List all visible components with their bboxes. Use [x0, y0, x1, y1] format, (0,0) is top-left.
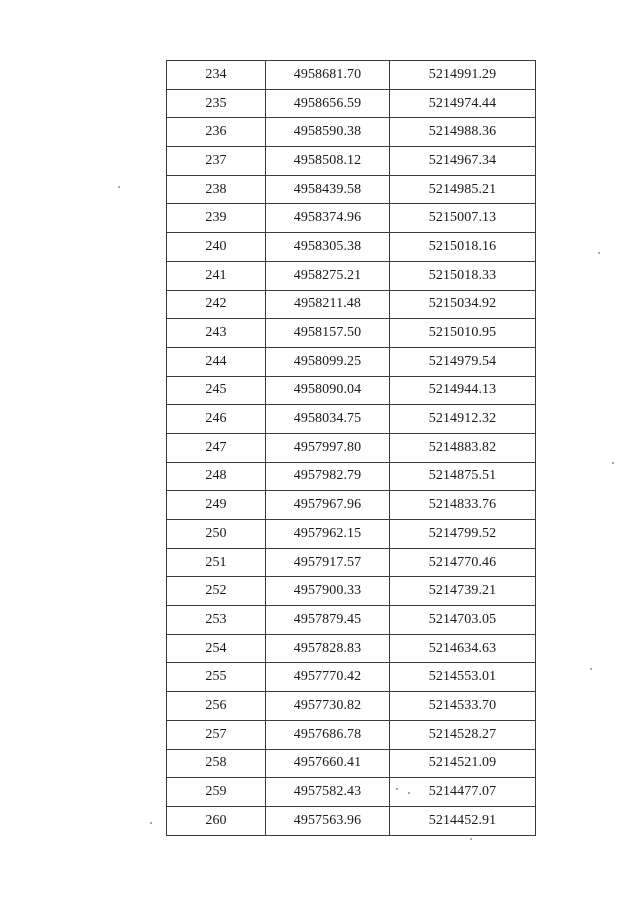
x-coordinate-cell: 4958305.38 — [266, 233, 390, 262]
table-row — [167, 491, 536, 520]
x-coordinate-cell: 4957917.57 — [266, 548, 390, 577]
x-coordinate-cell: 4958508.12 — [266, 147, 390, 176]
y-coordinate-cell: 5214521.09 — [390, 749, 536, 778]
y-coordinate-cell: 5214533.70 — [390, 692, 536, 721]
point-number-cell: 247 — [167, 433, 266, 462]
point-number-cell: 242 — [167, 290, 266, 319]
x-coordinate-cell: 4957730.82 — [266, 692, 390, 721]
y-coordinate-cell: 5214967.34 — [390, 147, 536, 176]
point-number-cell: 251 — [167, 548, 266, 577]
point-number-cell: 248 — [167, 462, 266, 491]
y-coordinate-cell: 5215007.13 — [390, 204, 536, 233]
point-number-cell: 253 — [167, 606, 266, 635]
table-row — [167, 319, 536, 348]
table-row — [167, 634, 536, 663]
x-coordinate-cell: 4957879.45 — [266, 606, 390, 635]
coordinate-table — [166, 60, 536, 836]
table-row — [167, 204, 536, 233]
table-row — [167, 376, 536, 405]
scan-speck — [470, 838, 472, 840]
table-row — [167, 749, 536, 778]
y-coordinate-cell: 5215018.16 — [390, 233, 536, 262]
x-coordinate-cell: 4958099.25 — [266, 347, 390, 376]
table-row — [167, 147, 536, 176]
x-coordinate-cell: 4958590.38 — [266, 118, 390, 147]
y-coordinate-cell: 5214979.54 — [390, 347, 536, 376]
y-coordinate-cell: 5214770.46 — [390, 548, 536, 577]
point-number-cell: 249 — [167, 491, 266, 520]
y-coordinate-cell: 5214912.32 — [390, 405, 536, 434]
y-coordinate-cell: 5214553.01 — [390, 663, 536, 692]
table-row — [167, 405, 536, 434]
table-row — [167, 462, 536, 491]
point-number-cell: 258 — [167, 749, 266, 778]
point-number-cell: 260 — [167, 806, 266, 835]
point-number-cell: 236 — [167, 118, 266, 147]
x-coordinate-cell: 4958090.04 — [266, 376, 390, 405]
coordinate-table-body — [167, 61, 536, 836]
point-number-cell: 257 — [167, 720, 266, 749]
x-coordinate-cell: 4957660.41 — [266, 749, 390, 778]
table-row — [167, 548, 536, 577]
point-number-cell: 259 — [167, 778, 266, 807]
scan-speck — [590, 668, 592, 670]
y-coordinate-cell: 5215010.95 — [390, 319, 536, 348]
scan-speck — [150, 822, 152, 824]
x-coordinate-cell: 4957828.83 — [266, 634, 390, 663]
y-coordinate-cell: 5214875.51 — [390, 462, 536, 491]
scan-speck — [118, 186, 120, 188]
scan-speck — [396, 788, 398, 790]
table-row — [167, 290, 536, 319]
x-coordinate-cell: 4957582.43 — [266, 778, 390, 807]
x-coordinate-cell: 4957962.15 — [266, 520, 390, 549]
table-row — [167, 692, 536, 721]
point-number-cell: 240 — [167, 233, 266, 262]
point-number-cell: 254 — [167, 634, 266, 663]
point-number-cell: 255 — [167, 663, 266, 692]
point-number-cell: 235 — [167, 89, 266, 118]
table-row — [167, 433, 536, 462]
table-row — [167, 261, 536, 290]
point-number-cell: 234 — [167, 61, 266, 90]
y-coordinate-cell: 5214703.05 — [390, 606, 536, 635]
table-row — [167, 347, 536, 376]
table-row — [167, 778, 536, 807]
y-coordinate-cell: 5214991.29 — [390, 61, 536, 90]
y-coordinate-cell: 5215034.92 — [390, 290, 536, 319]
point-number-cell: 243 — [167, 319, 266, 348]
y-coordinate-cell: 5215018.33 — [390, 261, 536, 290]
y-coordinate-cell: 5214985.21 — [390, 175, 536, 204]
point-number-cell: 256 — [167, 692, 266, 721]
point-number-cell: 252 — [167, 577, 266, 606]
y-coordinate-cell: 5214634.63 — [390, 634, 536, 663]
y-coordinate-cell: 5214477.07 — [390, 778, 536, 807]
y-coordinate-cell: 5214452.91 — [390, 806, 536, 835]
y-coordinate-cell: 5214739.21 — [390, 577, 536, 606]
y-coordinate-cell: 5214883.82 — [390, 433, 536, 462]
x-coordinate-cell: 4958275.21 — [266, 261, 390, 290]
table-row — [167, 118, 536, 147]
table-row — [167, 520, 536, 549]
x-coordinate-cell: 4957900.33 — [266, 577, 390, 606]
scan-speck — [612, 462, 614, 464]
table-row — [167, 806, 536, 835]
point-number-cell: 250 — [167, 520, 266, 549]
scan-speck — [598, 252, 600, 254]
y-coordinate-cell: 5214833.76 — [390, 491, 536, 520]
point-number-cell: 241 — [167, 261, 266, 290]
scan-speck — [408, 792, 410, 794]
table-row — [167, 663, 536, 692]
y-coordinate-cell: 5214974.44 — [390, 89, 536, 118]
table-row — [167, 89, 536, 118]
x-coordinate-cell: 4957967.96 — [266, 491, 390, 520]
x-coordinate-cell: 4958157.50 — [266, 319, 390, 348]
point-number-cell: 238 — [167, 175, 266, 204]
table-row — [167, 720, 536, 749]
y-coordinate-cell: 5214988.36 — [390, 118, 536, 147]
x-coordinate-cell: 4957563.96 — [266, 806, 390, 835]
point-number-cell: 244 — [167, 347, 266, 376]
table-row — [167, 577, 536, 606]
y-coordinate-cell: 5214528.27 — [390, 720, 536, 749]
point-number-cell: 237 — [167, 147, 266, 176]
x-coordinate-cell: 4958034.75 — [266, 405, 390, 434]
x-coordinate-cell: 4958656.59 — [266, 89, 390, 118]
point-number-cell: 246 — [167, 405, 266, 434]
x-coordinate-cell: 4957770.42 — [266, 663, 390, 692]
point-number-cell: 239 — [167, 204, 266, 233]
x-coordinate-cell: 4958439.58 — [266, 175, 390, 204]
y-coordinate-cell: 5214799.52 — [390, 520, 536, 549]
table-row — [167, 175, 536, 204]
x-coordinate-cell: 4958374.96 — [266, 204, 390, 233]
x-coordinate-cell: 4957997.80 — [266, 433, 390, 462]
table-row — [167, 606, 536, 635]
table-row — [167, 233, 536, 262]
point-number-cell: 245 — [167, 376, 266, 405]
x-coordinate-cell: 4957686.78 — [266, 720, 390, 749]
table-row — [167, 61, 536, 90]
x-coordinate-cell: 4958211.48 — [266, 290, 390, 319]
x-coordinate-cell: 4958681.70 — [266, 61, 390, 90]
y-coordinate-cell: 5214944.13 — [390, 376, 536, 405]
x-coordinate-cell: 4957982.79 — [266, 462, 390, 491]
